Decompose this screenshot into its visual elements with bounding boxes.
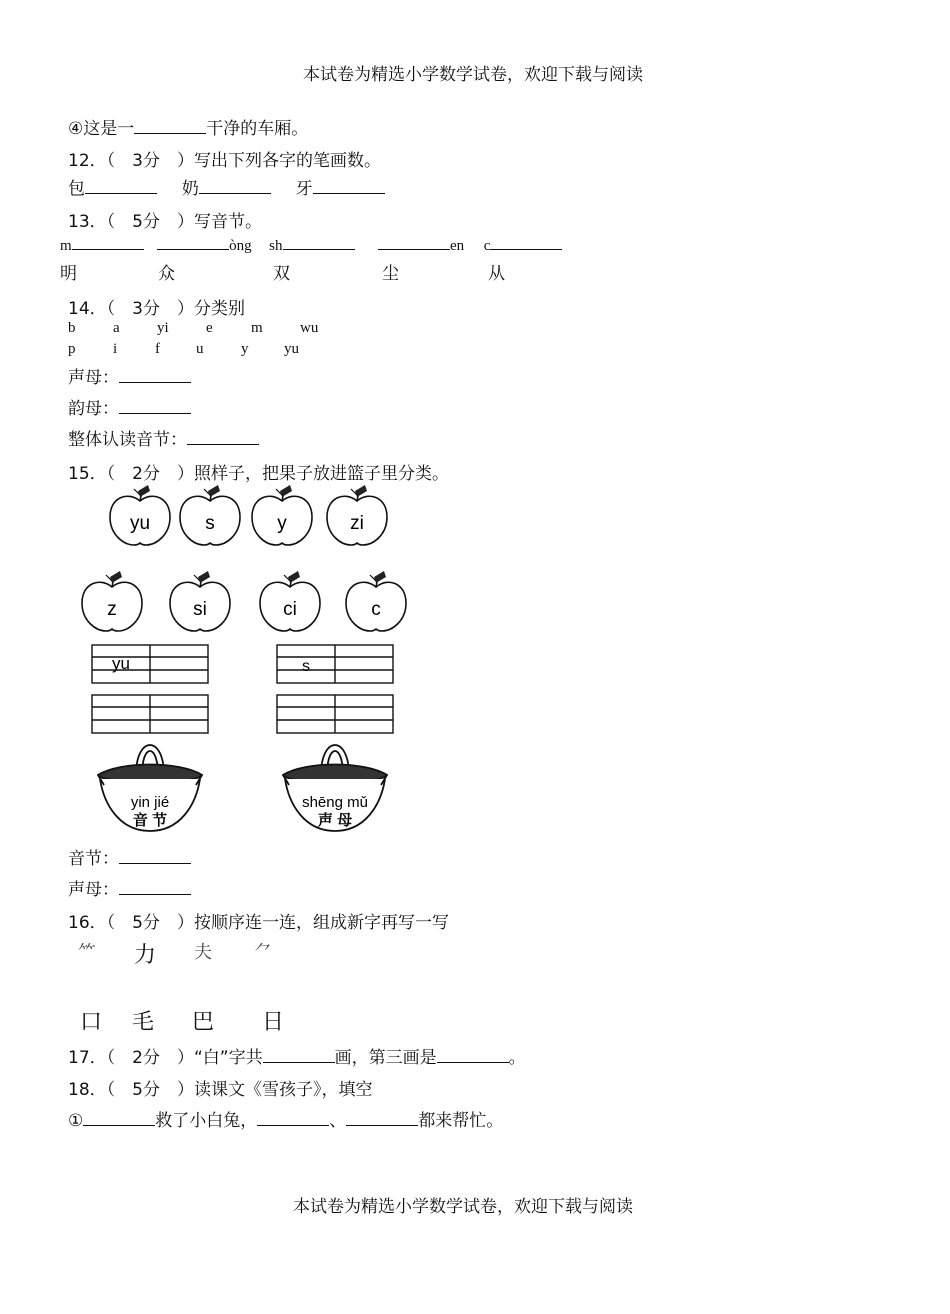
- q16-bottom-part[interactable]: 日: [262, 1010, 285, 1035]
- apple-label: z: [107, 599, 117, 620]
- answer-blank[interactable]: [437, 1045, 509, 1063]
- page-header: 本试卷为精选小学数学试卷，欢迎下载与阅读: [303, 65, 643, 84]
- answer-blank[interactable]: [85, 176, 157, 194]
- q12-char: 牙: [295, 179, 313, 199]
- answer-blank[interactable]: [83, 1108, 155, 1126]
- q14-letter: p: [68, 341, 76, 357]
- q14-letter: e: [206, 320, 213, 336]
- q14-letter: u: [196, 341, 204, 357]
- page-footer: 本试卷为精选小学数学试卷，欢迎下载与阅读: [293, 1197, 633, 1216]
- q15-label: 声母：: [68, 880, 119, 900]
- q17-text: “白”字共: [193, 1048, 263, 1068]
- answer-blank[interactable]: [134, 116, 206, 134]
- q12-items: [68, 174, 385, 199]
- q16-top-part[interactable]: 力: [134, 943, 157, 968]
- grid-sample: s: [302, 658, 310, 675]
- apple-label: ci: [283, 599, 297, 620]
- q13-pinyin-row: [60, 235, 562, 255]
- q13-char: 双: [273, 264, 290, 284]
- apple-label: yu: [129, 513, 151, 534]
- basket-pinyin: shēng mǔ: [302, 794, 368, 811]
- q14-letter: m: [251, 320, 263, 336]
- q11-item4-pre: ④这是一: [68, 119, 135, 139]
- q17-text: 。: [508, 1048, 526, 1068]
- q14-answer: [68, 425, 259, 450]
- q14-letter: y: [241, 341, 249, 357]
- basket-pinyin: yin jié: [130, 794, 170, 811]
- q16-top-part[interactable]: ⺮: [78, 942, 96, 963]
- answer-blank[interactable]: [378, 235, 450, 250]
- q11-item4: [68, 114, 308, 139]
- answer-blank[interactable]: [119, 846, 191, 864]
- q15-answer: [68, 844, 191, 869]
- q12-char: 包: [68, 179, 85, 199]
- q14-title: 14．（ 3分 ）分类别: [68, 299, 245, 319]
- q18-text: 救了小白兔，: [155, 1111, 258, 1131]
- answer-blank[interactable]: [257, 1108, 329, 1126]
- answer-blank[interactable]: [263, 1045, 335, 1063]
- q14-letter: i: [113, 341, 118, 357]
- apple-label: si: [193, 599, 207, 620]
- q14-label: 声母：: [68, 368, 119, 388]
- q16-bottom-part[interactable]: 巴: [192, 1010, 215, 1035]
- q14-label: 韵母：: [68, 399, 119, 419]
- q17-text: 画，第三画是: [334, 1048, 437, 1068]
- answer-blank[interactable]: [313, 176, 385, 194]
- q14-answer: [68, 394, 191, 419]
- q13-pinyin: òng: [229, 238, 252, 254]
- q14-letter: a: [113, 320, 120, 336]
- q13-char: 明: [60, 264, 77, 284]
- q14-letter: yi: [157, 320, 169, 336]
- basket-text: 声 母: [317, 812, 353, 829]
- answer-blank[interactable]: [283, 235, 355, 250]
- apple-label: zi: [350, 513, 364, 534]
- q13-char: 从: [488, 264, 505, 284]
- grid-sample: yu: [112, 654, 130, 673]
- q13-char: 尘: [382, 264, 399, 284]
- q14-letter: f: [155, 341, 160, 357]
- answer-grid-left[interactable]: [92, 645, 208, 733]
- q13-title: 13．（ 5分 ）写音节。: [68, 212, 262, 232]
- q15-figure: [0, 485, 430, 840]
- q13-pinyin: sh: [269, 238, 283, 254]
- q16-bottom-part[interactable]: 毛: [132, 1010, 155, 1035]
- q18-text: 、: [329, 1111, 347, 1131]
- q18-line: [68, 1106, 503, 1131]
- q13-pinyin: c: [483, 238, 491, 254]
- q16-top-part[interactable]: 夫: [194, 942, 212, 963]
- answer-blank[interactable]: [490, 235, 562, 250]
- q16-top-part[interactable]: ⺈: [254, 942, 272, 963]
- q17: [68, 1043, 526, 1068]
- q15-label: 音节：: [68, 849, 119, 869]
- q11-item4-post: 干净的车厢。: [206, 119, 309, 139]
- q17-title: 17．（ 2分 ）: [68, 1048, 194, 1068]
- q18-text: ①: [68, 1111, 84, 1131]
- answer-blank[interactable]: [119, 396, 191, 414]
- q16-bottom-part[interactable]: 口: [80, 1010, 103, 1035]
- answer-blank[interactable]: [199, 176, 271, 194]
- q15-title: 15．（ 2分 ）照样子，把果子放进篮子里分类。: [68, 464, 449, 484]
- answer-blank[interactable]: [346, 1108, 418, 1126]
- basket-text: 音 节: [132, 812, 168, 829]
- q12-title: 12．（ 3分 ）写出下列各字的笔画数。: [68, 151, 381, 171]
- answer-grid-right[interactable]: [277, 645, 393, 733]
- q18-title: 18．（ 5分 ）读课文《雪孩子》，填空: [68, 1080, 373, 1100]
- answer-blank[interactable]: [119, 365, 191, 383]
- answer-blank[interactable]: [72, 235, 144, 250]
- q12-char: 奶: [181, 179, 199, 199]
- q14-label: 整体认读音节：: [68, 430, 187, 450]
- q13-char: 众: [158, 264, 175, 284]
- q18-text: 都来帮忙。: [418, 1111, 504, 1131]
- q14-answer: [68, 363, 191, 388]
- answer-blank[interactable]: [187, 427, 259, 445]
- apple-label: y: [277, 513, 287, 534]
- q15-answer: [68, 875, 191, 900]
- q14-letter: yu: [284, 341, 299, 357]
- answer-blank[interactable]: [157, 235, 229, 250]
- apple-label: c: [371, 599, 381, 620]
- apple-label: s: [205, 513, 215, 534]
- q13-pinyin: en: [450, 238, 465, 254]
- q14-letter: b: [68, 320, 76, 336]
- answer-blank[interactable]: [119, 877, 191, 895]
- q16-title: 16．（ 5分 ）按顺序连一连，组成新字再写一写: [68, 913, 449, 933]
- q14-letter: wu: [300, 320, 319, 336]
- q13-pinyin: m: [60, 238, 72, 254]
